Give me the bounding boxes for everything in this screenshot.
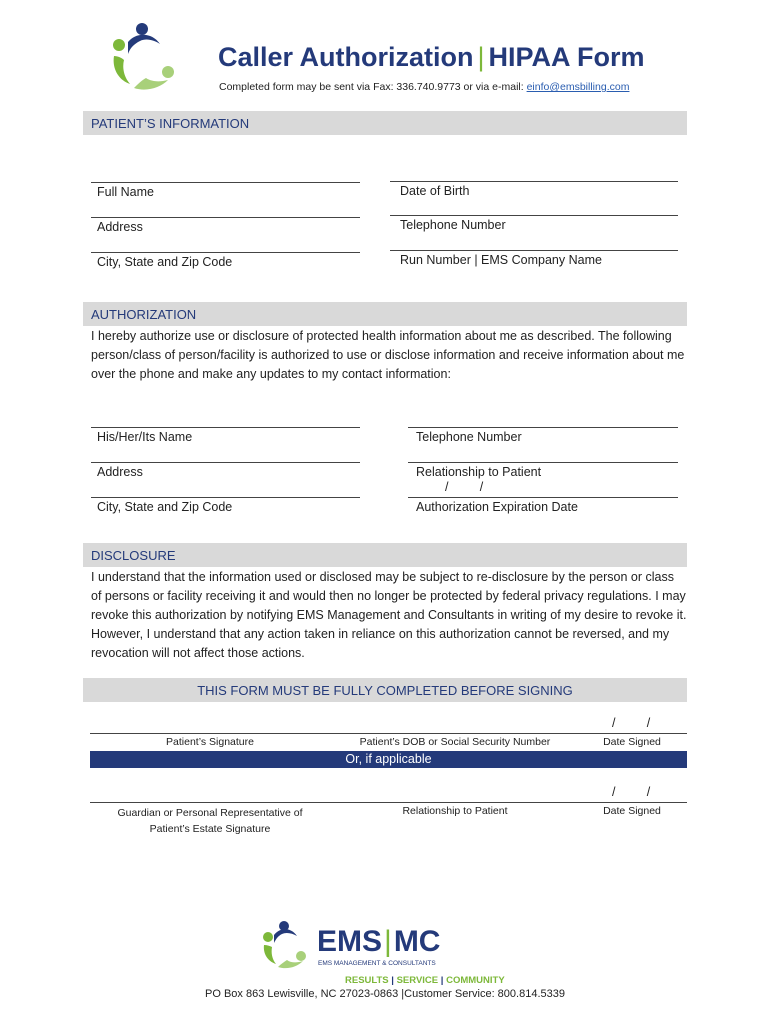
city-field[interactable]: [91, 252, 360, 253]
dob-field[interactable]: [390, 181, 678, 182]
telephone-field[interactable]: [390, 215, 678, 216]
tag-community: COMMUNITY: [446, 975, 505, 986]
footer-logo-icon: [259, 920, 309, 970]
title-part-1: Caller Authorization: [218, 42, 474, 72]
auth-name-label: His/Her/Its Name: [97, 430, 193, 444]
title-separator: |: [477, 42, 485, 72]
tag-separator-2: |: [440, 975, 444, 986]
subtitle-text: Completed form may be sent via Fax: 336.740.9773 or via e-mail:: [219, 81, 527, 93]
address-label: Address: [97, 220, 143, 234]
city-label: City, State and Zip Code: [97, 255, 233, 269]
auth-city-label: City, State and Zip Code: [97, 500, 233, 514]
auth-telephone-label: Telephone Number: [416, 430, 522, 444]
patient-signature-field[interactable]: [90, 733, 687, 734]
tag-results: RESULTS: [345, 975, 389, 986]
disclosure-heading: DISCLOSURE: [91, 548, 176, 563]
patient-dob-label: Patient’s DOB or Social Security Number: [359, 736, 551, 748]
auth-relationship-field[interactable]: [408, 462, 678, 463]
logo-mc: MC: [393, 925, 441, 958]
guardian-relationship-label: Relationship to Patient: [402, 805, 508, 817]
dob-label: Date of Birth: [400, 184, 470, 198]
address-field[interactable]: [91, 217, 360, 218]
guardian-signature-field[interactable]: [90, 802, 687, 803]
footer-logo-text: [317, 925, 440, 959]
authorization-text: I hereby authorize use or disclosure of protected health information about me as described. The following person/class of person/facility is authorized to use or disclose information and receive information about me over the phone and make any updates to my contact information:: [91, 329, 685, 381]
tagline: [345, 975, 505, 986]
run-number-label: Run Number | EMS Company Name: [400, 253, 602, 267]
auth-expiration-field[interactable]: [408, 497, 678, 498]
guardian-label-line-1: Guardian or Personal Representative of: [117, 807, 303, 819]
auth-city-field[interactable]: [91, 497, 360, 498]
logo-separator: |: [384, 925, 392, 958]
auth-address-field[interactable]: [91, 462, 360, 463]
logo-subtitle: EMS MANAGEMENT & CONSULTANTS: [318, 960, 436, 967]
auth-date-slashes: / /: [445, 480, 484, 494]
guardian-label: [100, 805, 320, 837]
run-number-field[interactable]: [390, 250, 678, 251]
date-signed-label: Date Signed: [603, 736, 661, 748]
full-name-field[interactable]: [91, 182, 360, 183]
patient-info-section-bar: [83, 111, 687, 135]
patient-signature-label: Patient’s Signature: [166, 736, 254, 748]
signing-heading: THIS FORM MUST BE FULLY COMPLETED BEFORE SIGNING: [197, 683, 573, 698]
auth-telephone-field[interactable]: [408, 427, 678, 428]
page-title: [218, 42, 645, 73]
auth-address-label: Address: [97, 465, 143, 479]
guardian-label-line-2: Patient’s Estate Signature: [149, 823, 271, 835]
logo-ems: EMS: [317, 925, 383, 958]
patient-info-heading: PATIENT’S INFORMATION: [91, 116, 250, 131]
telephone-label: Telephone Number: [400, 218, 506, 232]
subtitle: [219, 81, 629, 93]
email-link[interactable]: einfo@emsbilling.com: [526, 81, 630, 93]
disclosure-text: I understand that the information used or disclosed may be subject to re-disclosure by the person or class of persons or facility receiving it and would then no longer be protected by federal privacy regulations. I may revoke this authorization by notifying EMS Management and Consultants in writing of my desire to revoke it. However, I understand that any action taken in reliance on this authorization cannot be reversed, and my revocation will not affect those actions.: [91, 570, 687, 660]
footer-address: PO Box 863 Lewisville, NC 27023-0863 |Customer Service: 800.814.5339: [205, 988, 565, 1000]
or-applicable-bar: Or, if applicable: [90, 751, 687, 768]
date-slashes: / /: [612, 716, 651, 730]
signing-section-bar: [83, 678, 687, 702]
date-slashes-2: / /: [612, 785, 651, 799]
auth-name-field[interactable]: [91, 427, 360, 428]
date-signed-label-2: Date Signed: [603, 805, 661, 817]
tag-service: SERVICE: [396, 975, 439, 986]
full-name-label: Full Name: [97, 185, 154, 199]
auth-relationship-label: Relationship to Patient: [416, 465, 542, 479]
company-logo-icon: [106, 22, 180, 92]
title-part-2: HIPAA Form: [488, 42, 645, 72]
disclosure-section-bar: [83, 543, 687, 567]
authorization-heading: AUTHORIZATION: [91, 307, 197, 322]
tag-separator-1: |: [391, 975, 394, 986]
auth-expiration-label: Authorization Expiration Date: [416, 500, 578, 514]
authorization-section-bar: [83, 302, 687, 326]
